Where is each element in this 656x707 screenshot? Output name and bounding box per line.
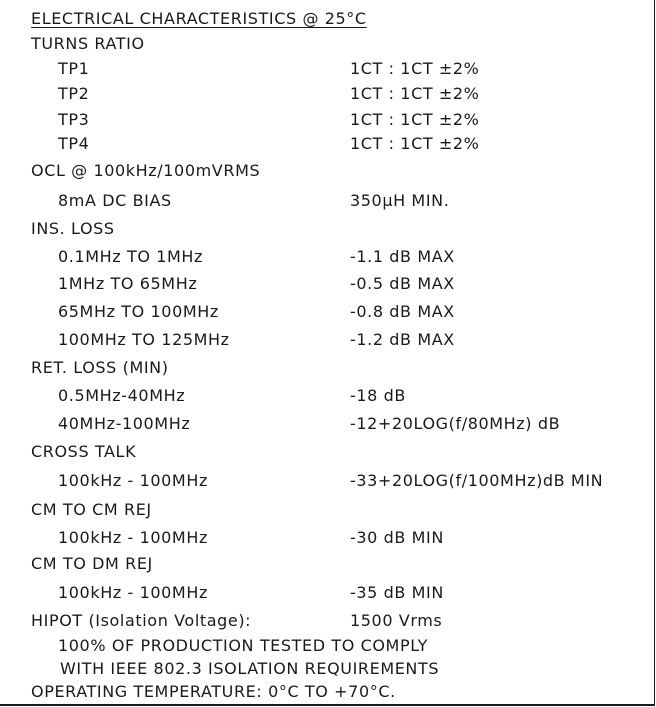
row-name: 1MHz TO 65MHz: [58, 274, 198, 293]
cm-dm-rej-heading: CM TO DM REJ: [31, 554, 153, 573]
row-value: 1CT : 1CT ±2%: [350, 134, 480, 153]
row-name: 100kHz - 100MHz: [58, 528, 208, 547]
hipot-note-line2: WITH IEEE 802.3 ISOLATION REQUIREMENTS: [60, 659, 440, 678]
cross-talk-heading: CROSS TALK: [31, 442, 137, 461]
hipot-value: 1500 Vrms: [350, 611, 443, 630]
row-name: 100kHz - 100MHz: [58, 471, 208, 490]
row-name: TP1: [58, 59, 90, 78]
ret-loss-heading: RET. LOSS (MIN): [31, 358, 169, 377]
row-value: -18 dB: [350, 386, 406, 405]
row-name: 0.5MHz-40MHz: [58, 386, 186, 405]
row-name: TP2: [58, 84, 90, 103]
row-value: -1.2 dB MAX: [350, 330, 455, 349]
row-value: -0.5 dB MAX: [350, 274, 455, 293]
hipot-note-line1: 100% OF PRODUCTION TESTED TO COMPLY: [58, 636, 428, 655]
hipot-heading: HIPOT (Isolation Voltage):: [31, 611, 252, 630]
row-name: TP3: [58, 110, 90, 129]
spec-title: ELECTRICAL CHARACTERISTICS @ 25°C: [31, 9, 367, 28]
ins-loss-heading: INS. LOSS: [31, 219, 115, 238]
turns-ratio-heading: TURNS RATIO: [31, 34, 145, 53]
row-name: 40MHz-100MHz: [58, 414, 191, 433]
row-value: -12+20LOG(f/80MHz) dB: [350, 414, 561, 433]
row-name: 0.1MHz TO 1MHz: [58, 247, 204, 266]
row-value: -35 dB MIN: [350, 583, 444, 602]
row-name: 65MHz TO 100MHz: [58, 302, 219, 321]
row-value: 1CT : 1CT ±2%: [350, 59, 480, 78]
row-name: TP4: [58, 134, 90, 153]
row-value: 1CT : 1CT ±2%: [350, 110, 480, 129]
row-name: 8mA DC BIAS: [58, 191, 172, 210]
row-value: -0.8 dB MAX: [350, 302, 455, 321]
row-name: 100MHz TO 125MHz: [58, 330, 230, 349]
row-value: -30 dB MIN: [350, 528, 444, 547]
row-value: 1CT : 1CT ±2%: [350, 84, 480, 103]
ocl-heading: OCL @ 100kHz/100mVRMS: [31, 161, 261, 180]
row-value: -33+20LOG(f/100MHz)dB MIN: [350, 471, 604, 490]
row-name: 100kHz - 100MHz: [58, 583, 208, 602]
row-value: 350μH MIN.: [350, 191, 450, 210]
operating-temperature: OPERATING TEMPERATURE: 0°C TO +70°C.: [31, 682, 396, 701]
cm-cm-rej-heading: CM TO CM REJ: [31, 500, 152, 519]
row-value: -1.1 dB MAX: [350, 247, 455, 266]
